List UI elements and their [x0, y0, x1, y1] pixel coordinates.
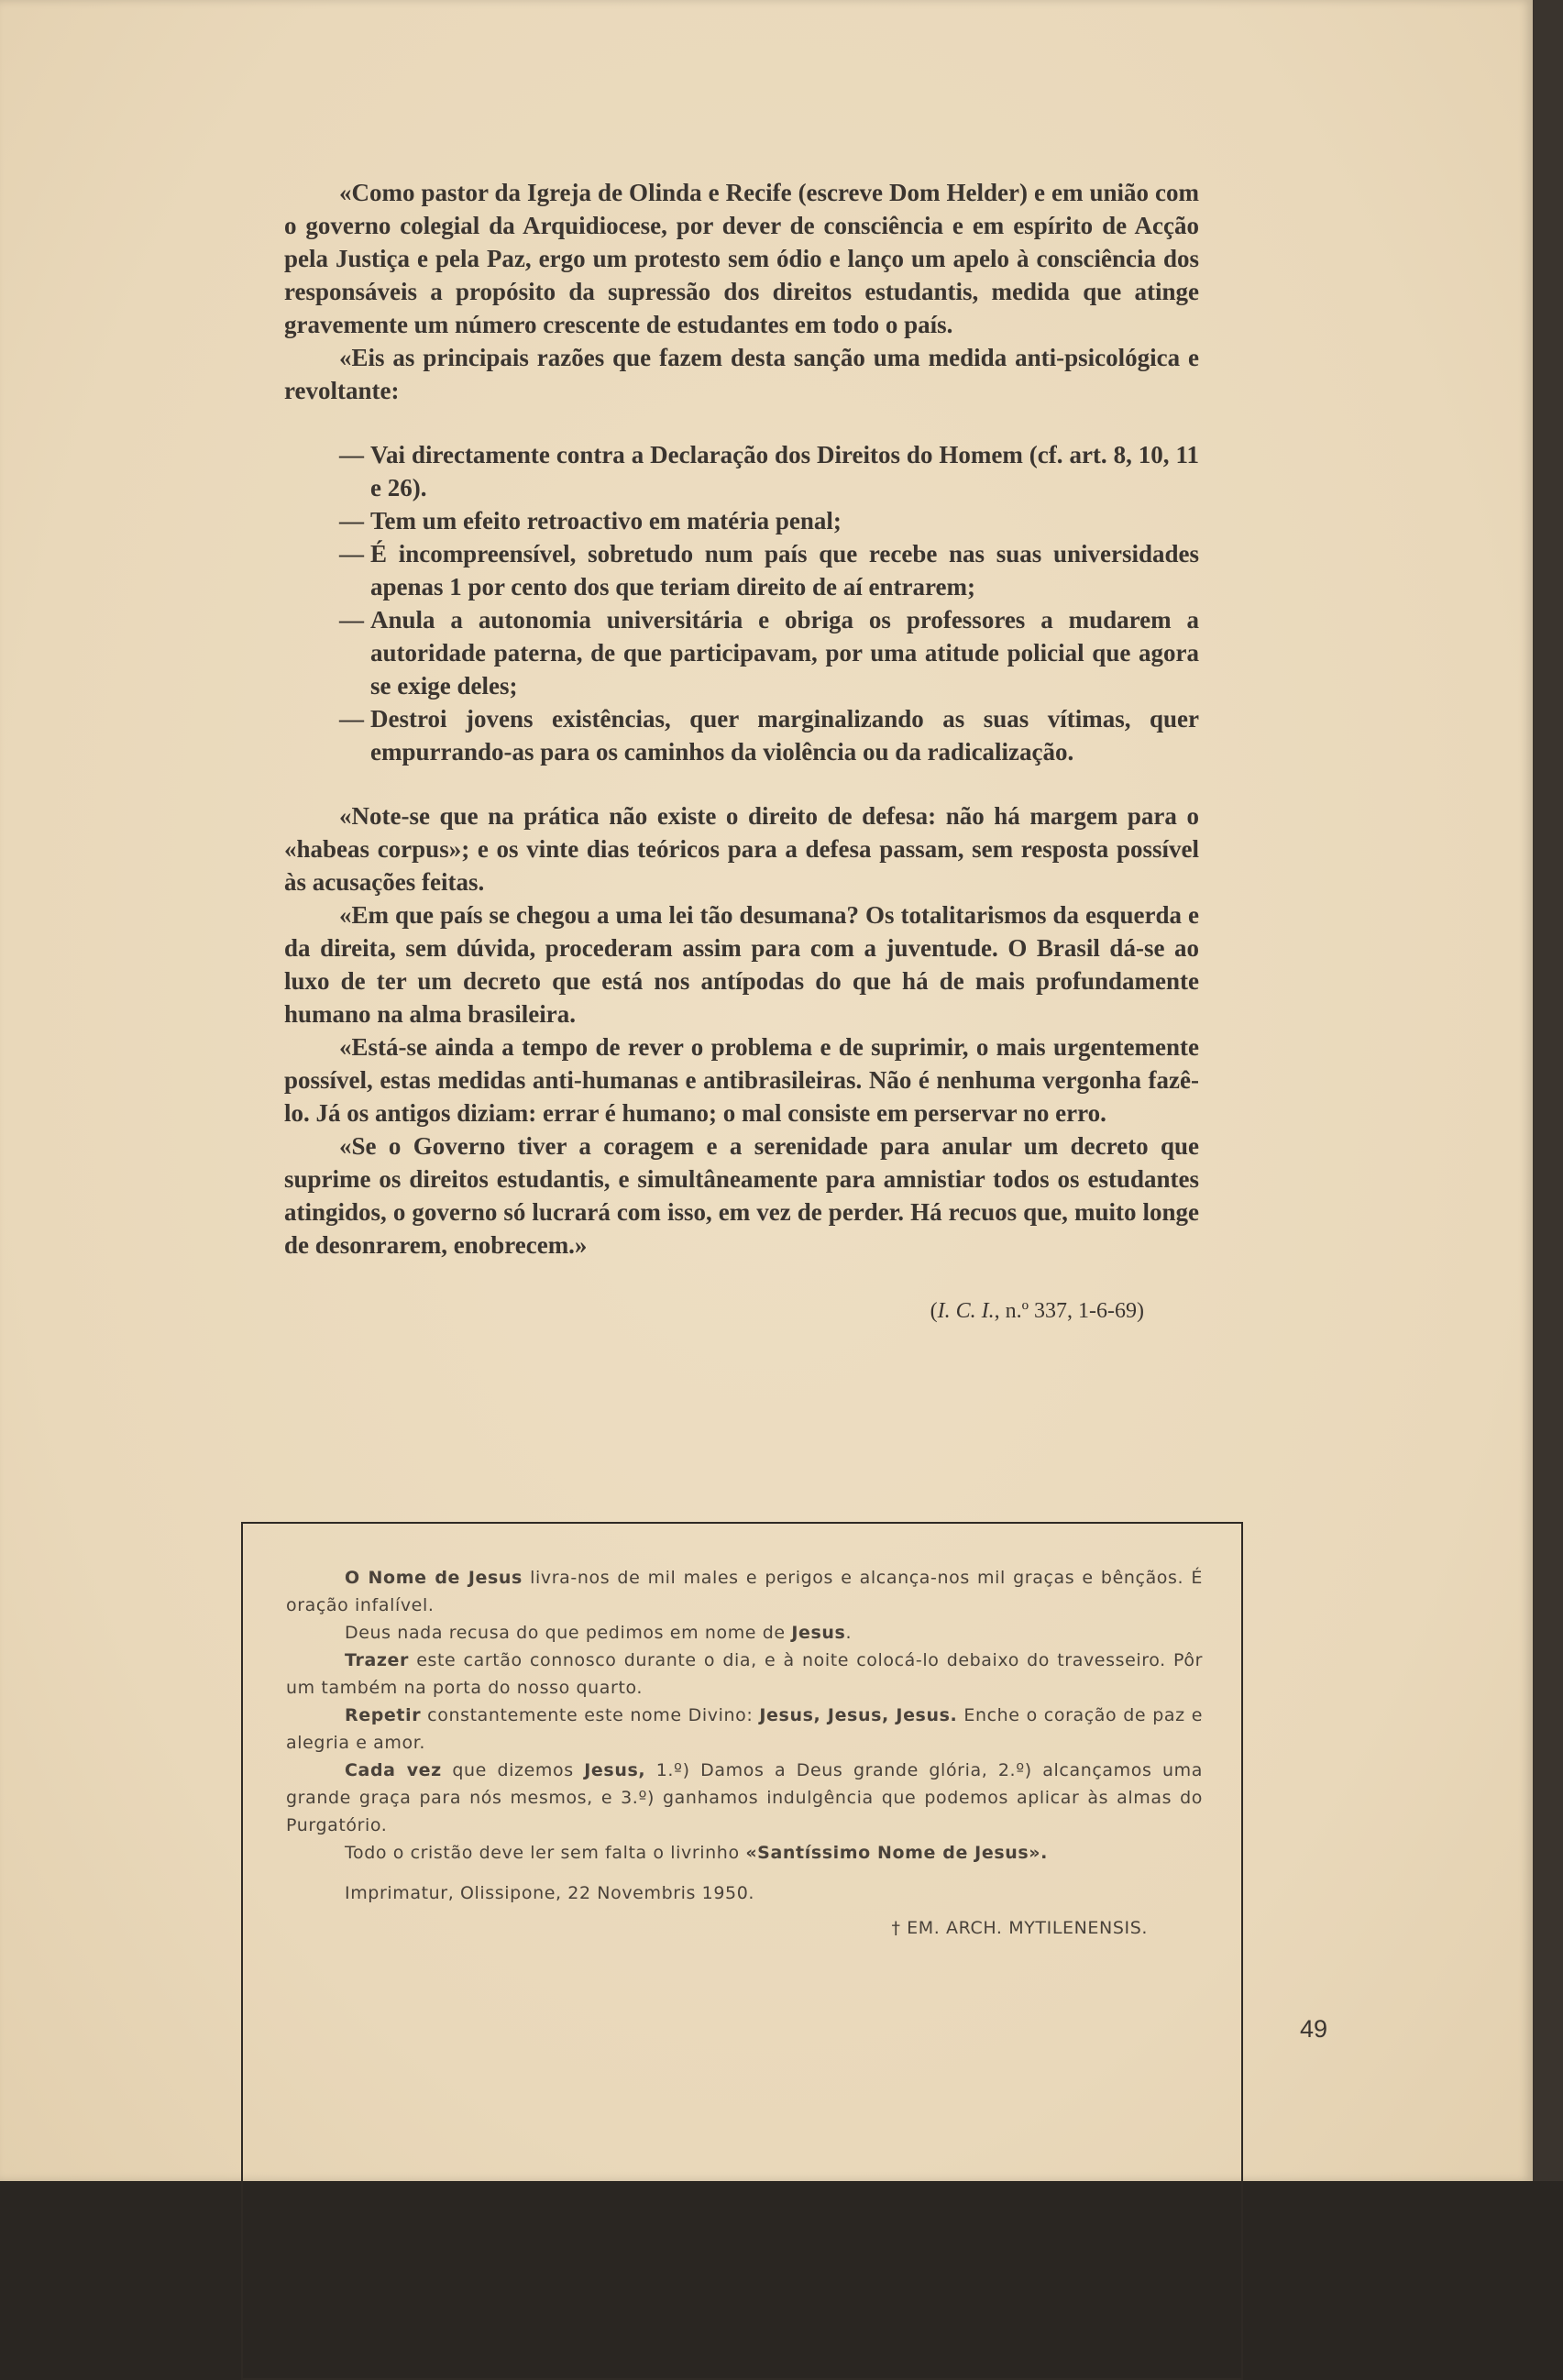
article-paragraph: «Está-se ainda a tempo de rever o problema e de suprimir, o mais urgentemente possível, estas medidas anti-humanas e antibrasileiras. Não é nenhuma vergonha fazê-lo. Já os antigos diziam: errar é humano; o mal consiste em perservar no erro.: [284, 1033, 1199, 1127]
list-item: [339, 438, 1199, 504]
dash-mark: —: [339, 507, 364, 534]
card-paragraph: Cada vez que dizemos Jesus, 1.º) Damos a Deus grande glória, 2.º) alcançamos uma grande graça para nós mesmos, e 3.º) ganhamos indulgência que podemos aplicar às almas do Purgatório.: [286, 1760, 1203, 1835]
list-item: [339, 702, 1199, 768]
article-paragraph: «Note-se que na prática não existe o direito de defesa: não há margem para o «habeas corpus»; e os vinte dias teóricos para a defesa passam, sem resposta possível às acusações feitas.: [284, 802, 1199, 896]
dash-mark: —: [339, 705, 364, 733]
article-paragraph: «Eis as principais razões que fazem desta sanção uma medida anti-psicológica e revoltante:: [284, 344, 1199, 404]
list-item-text: Anula a autonomia universitária e obriga os professores a mudarem a autoridade paterna, de que participavam, por uma atitude policial que agora se exige deles;: [370, 606, 1199, 700]
list-item-text: Tem um efeito retroactivo em matéria penal;: [370, 507, 842, 534]
card-paragraph: Repetir constantemente este nome Divino: Jesus, Jesus, Jesus. Enche o coração de paz e alegria e amor.: [286, 1705, 1203, 1753]
article-paragraph: «Em que país se chegou a uma lei tão desumana? Os totalitarismos da esquerda e da direita, sem dúvida, procederam assim para com a juventude. O Brasil dá-se ao luxo de ter um decreto que está nos antípodas do que há de mais profundamente humano na alma brasileira.: [284, 901, 1199, 1028]
scan-edge: [1533, 0, 1563, 2181]
citation: (I. C. I., n.º 337, 1-6-69): [930, 1299, 1144, 1323]
list-item-text: Vai directamente contra a Declaração dos Direitos do Homem (cf. art. 8, 10, 11 e 26).: [370, 441, 1199, 501]
citation-source: I. C. I.: [937, 1299, 995, 1323]
list-item: [339, 504, 1199, 537]
card-paragraph: Todo o cristão deve ler sem falta o livrinho «Santíssimo Nome de Jesus».: [345, 1843, 1048, 1863]
prayer-card-text: [286, 1564, 1203, 1942]
article-body: [284, 176, 1199, 1328]
imprimatur: Imprimatur, Olissipone, 22 Novembris 1950.: [345, 1883, 755, 1903]
reasons-list: [339, 438, 1199, 768]
article-paragraph: «Como pastor da Igreja de Olinda e Recife (escreve Dom Helder) e em união com o governo colegial da Arquidiocese, por dever de consciência e em espírito de Acção pela Justiça e pela Paz, ergo um protesto sem ódio e lanço um apelo à consciência dos responsáveis a propósito da supressão dos direitos estudantis, medida que atinge gravemente um número crescente de estudantes em todo o país.: [284, 179, 1199, 338]
article-paragraph: «Se o Governo tiver a coragem e a serenidade para anular um decreto que suprime os direitos estudantis, e simultâneamente para amnistiar todos os estudantes atingidos, o governo só lucrará com isso, em vez de perder. Há recuos que, muito longe de desonrarem, enobrecem.»: [284, 1132, 1199, 1259]
prayer-card-box: [241, 1522, 1243, 2380]
list-item: [339, 603, 1199, 702]
dash-mark: —: [339, 441, 364, 468]
dash-mark: —: [339, 606, 364, 634]
list-item: [339, 537, 1199, 603]
list-item-text: Destroi jovens existências, quer marginalizando as suas vítimas, quer empurrando-as para os caminhos da violência ou da radicalização.: [370, 705, 1199, 766]
citation-detail: , n.º 337, 1-6-69): [994, 1299, 1144, 1323]
page-number: 49: [1300, 2015, 1328, 2043]
card-paragraph: O Nome de Jesus livra-nos de mil males e perigos e alcança-nos mil graças e bênçãos. É oração infalível.: [286, 1568, 1203, 1615]
card-paragraph: Deus nada recusa do que pedimos em nome de Jesus.: [345, 1623, 853, 1643]
signature: † EM. ARCH. MYTILENENSIS.: [891, 1918, 1148, 1938]
list-item-text: É incompreensível, sobretudo num país que recebe nas suas universidades apenas 1 por cento dos que teriam direito de aí entrarem;: [370, 540, 1199, 601]
dash-mark: —: [339, 540, 364, 567]
card-paragraph: Trazer este cartão connosco durante o dia, e à noite colocá-lo debaixo do travesseiro. Pôr um também na porta do nosso quarto.: [286, 1650, 1203, 1698]
